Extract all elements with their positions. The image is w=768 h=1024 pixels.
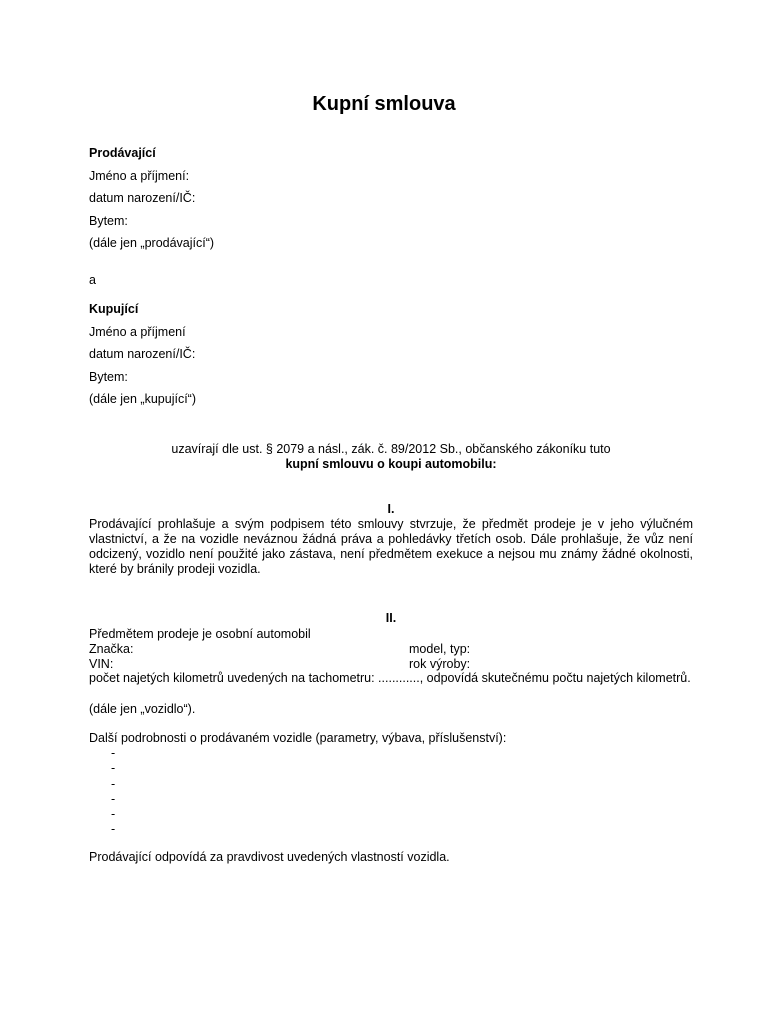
section-1-line: odcizený, vozidlo není použité jako zástava, není předmětem exekuce a nejsou mu známy žádné okolnosti, xyxy=(89,547,693,561)
seller-alias: (dále jen „prodávající“) xyxy=(89,236,215,250)
conjunction: a xyxy=(89,273,96,287)
seller-name-field: Jméno a příjmení: xyxy=(89,168,190,183)
preamble-line: uzavírají dle ust. § 2079 a násl., zák. č. 89/2012 Sb., občanského zákoníku tuto xyxy=(171,442,611,456)
vehicle-details-intro: Další podrobnosti o prodávaném vozidle (parametry, výbava, příslušenství): xyxy=(89,731,507,745)
vehicle-alias: (dále jen „vozidlo“). xyxy=(89,702,196,716)
seller-block xyxy=(89,142,693,255)
seller-heading: Prodávající xyxy=(89,146,156,160)
buyer-heading: Kupující xyxy=(89,302,139,316)
buyer-name-field: Jméno a příjmení xyxy=(89,324,186,339)
section-1-paragraph xyxy=(89,517,693,577)
list-item: - xyxy=(111,791,116,806)
buyer-birth-field: datum narození/IČ: xyxy=(89,347,196,361)
vehicle-brand-model-row xyxy=(89,642,709,657)
list-item: - xyxy=(111,761,116,776)
seller-residence-field: Bytem: xyxy=(89,213,128,228)
list-item: - xyxy=(111,822,116,837)
vehicle-fields xyxy=(89,627,709,686)
vehicle-brand-field: Značka: xyxy=(89,641,134,656)
seller-birth-field: datum narození/IČ: xyxy=(89,191,196,205)
list-item: - xyxy=(111,746,116,760)
buyer-residence-field: Bytem: xyxy=(89,369,128,384)
seller-responsibility-statement: Prodávající odpovídá za pravdivost uvedených vlastností vozidla. xyxy=(89,850,450,864)
list-item: - xyxy=(111,776,116,791)
section-1-line: Prodávající prohlašuje a svým podpisem této smlouvy stvrzuje, že předmět prodeje je v jeho výlučném xyxy=(89,517,693,531)
section-1-line: které by bránily prodeji vozidla. xyxy=(89,562,261,576)
vehicle-details-list xyxy=(111,746,115,838)
buyer-block xyxy=(89,298,693,411)
buyer-alias: (dále jen „kupující“) xyxy=(89,392,196,406)
document-title: Kupní smlouva xyxy=(312,93,456,115)
vehicle-model-field: model, typ: xyxy=(409,641,471,656)
vehicle-year-field: rok výroby: xyxy=(409,656,471,671)
vehicle-vin-field: VIN: xyxy=(89,656,114,671)
section-2-heading: II. xyxy=(385,611,397,625)
vehicle-intro: Předmětem prodeje je osobní automobil xyxy=(89,627,311,641)
vehicle-vin-year-row xyxy=(89,657,709,672)
list-item: - xyxy=(111,807,116,822)
contract-subject-heading: kupní smlouvu o koupi automobilu: xyxy=(285,457,497,471)
section-1-heading: I. xyxy=(387,502,395,516)
vehicle-mileage-field: počet najetých kilometrů uvedených na tachometru: ............, odpovídá skutečnému počtu najetých kilometrů. xyxy=(89,671,691,686)
section-1-line: vlastnictví, a že na vozidle neváznou žádná práva a pohledávky třetích osob. Dále prohlašuje, že vůz není xyxy=(89,532,693,546)
